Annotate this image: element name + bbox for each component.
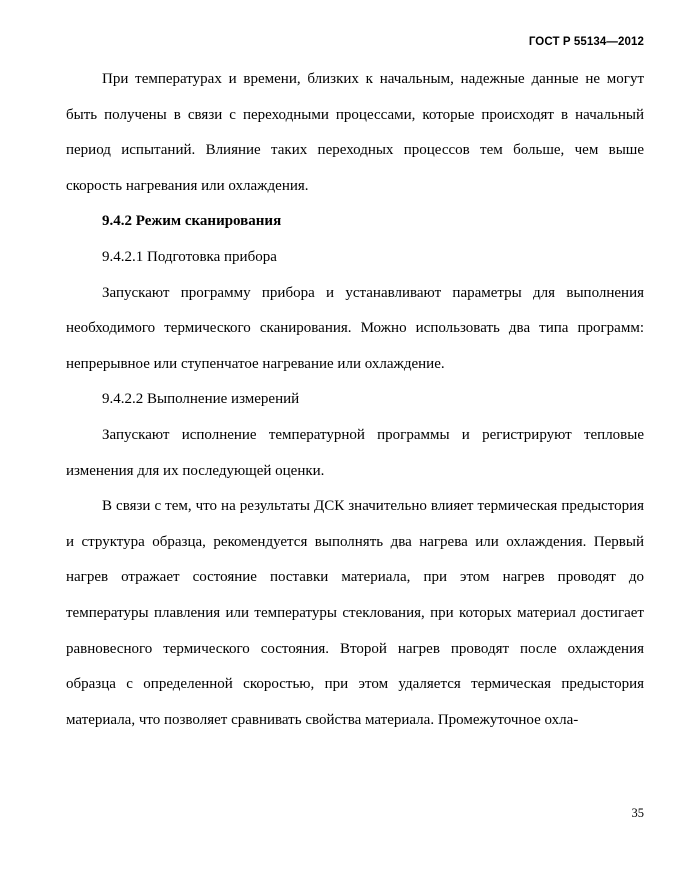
paragraph-transient-processes: При температурах и времени, близких к начальным, надежные данные не могут быть получены в связи с переходными процессами, которые происходят в начальный период испытаний. Влияние таких переходных процессов тем больше, чем выше скорость нагревания или охлаждения. [66,71,644,194]
page-number: 35 [631,806,644,820]
subsection-heading-preparation: 9.4.2.1 Подготовка прибора [102,248,277,265]
document-header: ГОСТ Р 55134—2012 [528,36,644,48]
paragraph-program-setup: Запускают программу прибора и устанавливают параметры для выполнения необходимого термического сканирования. Можно использовать два типа программ: непрерывное или ступенчатое нагревание или охлаждение. [66,284,644,372]
paragraph-thermal-history: В связи с тем, что на результаты ДСК значительно влияет термическая предыстория и структура образца, рекомендуется выполнять два нагрева или охлаждения. Первый нагрев отражает состояние поставки материала, при этом нагрев проводят до температуры плавления или температуры стеклования, при которых материал достигает равновесного термического состояния. Второй нагрев проводят после охлаждения образца с определенной скоростью, при этом удаляется термическая предыстория материала, что позволяет сравнивать свойства материала. Промежуточное охла- [66,498,644,728]
subsection-heading-measurement: 9.4.2.2 Выполнение измерений [102,391,300,408]
paragraph-start-program: Запускают исполнение температурной программы и регистрируют тепловые изменения для их последующей оценки. [66,426,644,479]
section-heading: 9.4.2 Режим сканирования [102,213,282,230]
document-body [66,62,644,738]
